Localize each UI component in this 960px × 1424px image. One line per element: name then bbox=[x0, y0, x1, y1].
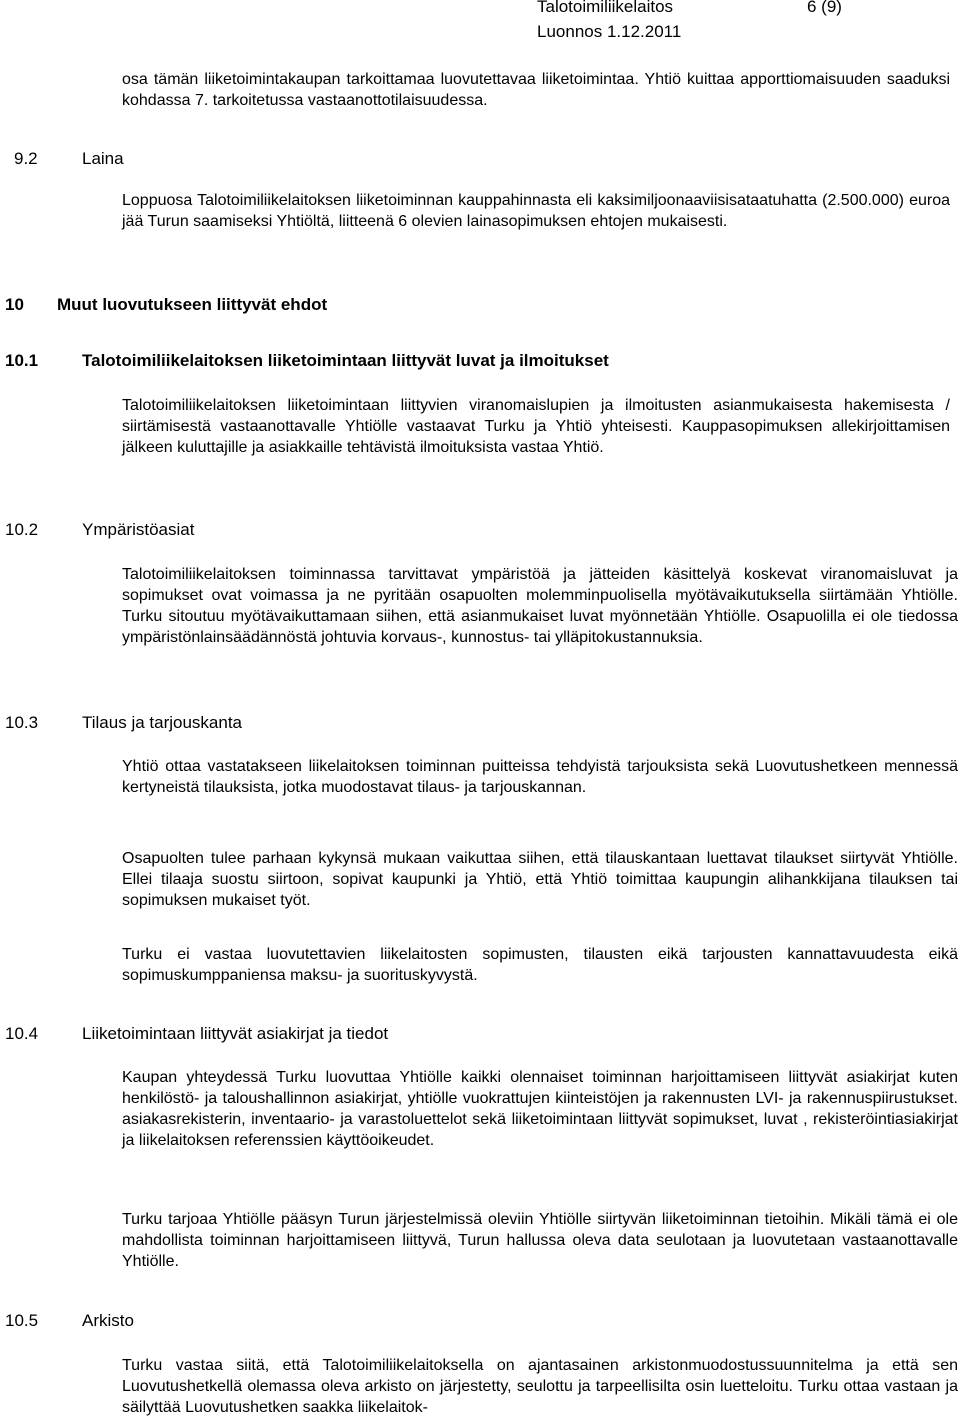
section-10-4-paragraph-2: Turku tarjoaa Yhtiölle pääsyn Turun järjestelmissä oleviin Yhtiölle siirtyvän liiketoiminnan tietoihin. Mikäli tämä ei ole mahdollista toiminnan harjoittamiseen liittyvä, Turun hallussa oleva data seulotaan ja luovutetaan vastaanottavalle Yhtiölle. bbox=[122, 1211, 958, 1270]
section-10-4-paragraph-1: Kaupan yhteydessä Turku luovuttaa Yhtiölle kaikki olennaiset toiminnan harjoittamiseen liittyvät asiakirjat kuten henkilöstö- ja taloushallinnon asiakirjat, yhtiölle vuokrattujen kiinteistöjen ja rakennusten LVI- ja rakennuspiirustukset. asiakasrekisterin, inventaario- ja varastoluettelot sekä liiketoimintaan liittyvät sopimukset, luvat , rekisteröintiasiakirjat ja liikelaitoksen referenssien käyttöoikeudet. bbox=[122, 1069, 958, 1149]
section-10-1-title: Talotoimiliikelaitoksen liiketoimintaan liittyvät luvat ja ilmoitukset bbox=[82, 351, 609, 370]
page-number: 6 (9) bbox=[807, 0, 842, 16]
section-10-3-paragraph-3: Turku ei vastaa luovutettavien liikelaitosten sopimusten, tilausten eikä tarjousten kannattavuudesta eikä sopimuskumppaniensa maksu- ja suorituskyvystä. bbox=[122, 946, 958, 984]
section-10-2-title: Ympäristöasiat bbox=[82, 520, 195, 539]
draft-date: Luonnos 1.12.2011 bbox=[537, 22, 682, 41]
section-10-1-text: Talotoimiliikelaitoksen liiketoimintaan liittyvien viranomaislupien ja ilmoitusten asianmukaisesta hakemisesta / siirtämisestä vastaanottavalle Yhtiölle vastaavat Turku ja Yhtiö yhteisesti. Kauppasopimuksen allekirjoittamisen jälkeen kuluttajille ja asiakkaille tehtävistä ilmoituksista vastaa Yhtiö. bbox=[122, 397, 950, 456]
section-10-2-text: Talotoimiliikelaitoksen toiminnassa tarvittavat ympäristöä ja jätteiden käsittelyä koskevat viranomaisluvat ja sopimukset ovat voimassa ja ne pyritään osapuolten molemminpuolisella myötävaikutuksella siirtämään Yhtiölle. Turku sitoutuu myötävaikuttamaan siihen, että asianmukaiset luvat myönnetään Yhtiölle. Osapuolilla ei ole tiedossa ympäristönlainsäädännöstä johtuvia korvaus-, kunnostus- tai ylläpitokustannuksia. bbox=[122, 566, 958, 646]
section-10-5-title: Arkisto bbox=[82, 1311, 134, 1330]
section-9-2-title: Laina bbox=[82, 149, 124, 168]
section-10-5-number: 10.5 bbox=[5, 1311, 39, 1330]
section-10-1-number: 10.1 bbox=[5, 351, 39, 370]
section-10-title: Muut luovutukseen liittyvät ehdot bbox=[57, 295, 328, 314]
section-9-2-text: Loppuosa Talotoimiliikelaitoksen liiketoiminnan kauppahinnasta eli kaksimiljoonaaviisisataatuhatta (2.500.000) euroa jää Turun saamiseksi Yhtiöltä, liitteenä 6 olevien lainasopimuksen ehtojen mukaisesti. bbox=[122, 192, 950, 230]
header-title: Talotoimiliikelaitos bbox=[537, 0, 674, 16]
section-10-4-number: 10.4 bbox=[5, 1024, 39, 1043]
section-9-2-number: 9.2 bbox=[14, 149, 38, 168]
section-10-2-number: 10.2 bbox=[5, 520, 39, 539]
section-10-4-title: Liiketoimintaan liittyvät asiakirjat ja tiedot bbox=[82, 1024, 389, 1043]
section-10-5-text: Turku vastaa siitä, että Talotoimiliikelaitoksella on ajantasainen arkistonmuodostussuunnitelma ja että sen Luovutushetkellä olemassa oleva arkisto on järjestetty, seulottu ja tarpeellisilta osin luetteloitu. Turku ottaa vastaan ja säilyttää Luovutushetken saakka liikelaitok- bbox=[122, 1357, 958, 1416]
intro-paragraph: osa tämän liiketoimintakaupan tarkoittamaa luovutettavaa liiketoimintaa. Yhtiö kuittaa apporttiomaisuuden saaduksi kohdassa 7. tarkoitetussa vastaanottotilaisuudessa. bbox=[122, 71, 950, 109]
section-10-3-paragraph-1: Yhtiö ottaa vastatakseen liikelaitoksen toiminnan puitteissa tehdyistä tarjouksista sekä Luovutushetkeen mennessä kertyneistä tilauksista, jotka muodostavat tilaus- ja tarjouskannan. bbox=[122, 758, 958, 796]
section-10-3-title: Tilaus ja tarjouskanta bbox=[82, 713, 243, 732]
section-10-3-paragraph-2: Osapuolten tulee parhaan kykynsä mukaan vaikuttaa siihen, että tilauskantaan luettavat tilaukset siirtyvät Yhtiölle. Ellei tilaaja suostu siirtoon, sopivat kaupunki ja Yhtiö, että Yhtiö toimittaa kaupungin alihankkijana tilauksen tai sopimuksen mukaiset työt. bbox=[122, 850, 958, 909]
section-10-number: 10 bbox=[5, 295, 24, 314]
section-10-3-number: 10.3 bbox=[5, 713, 39, 732]
